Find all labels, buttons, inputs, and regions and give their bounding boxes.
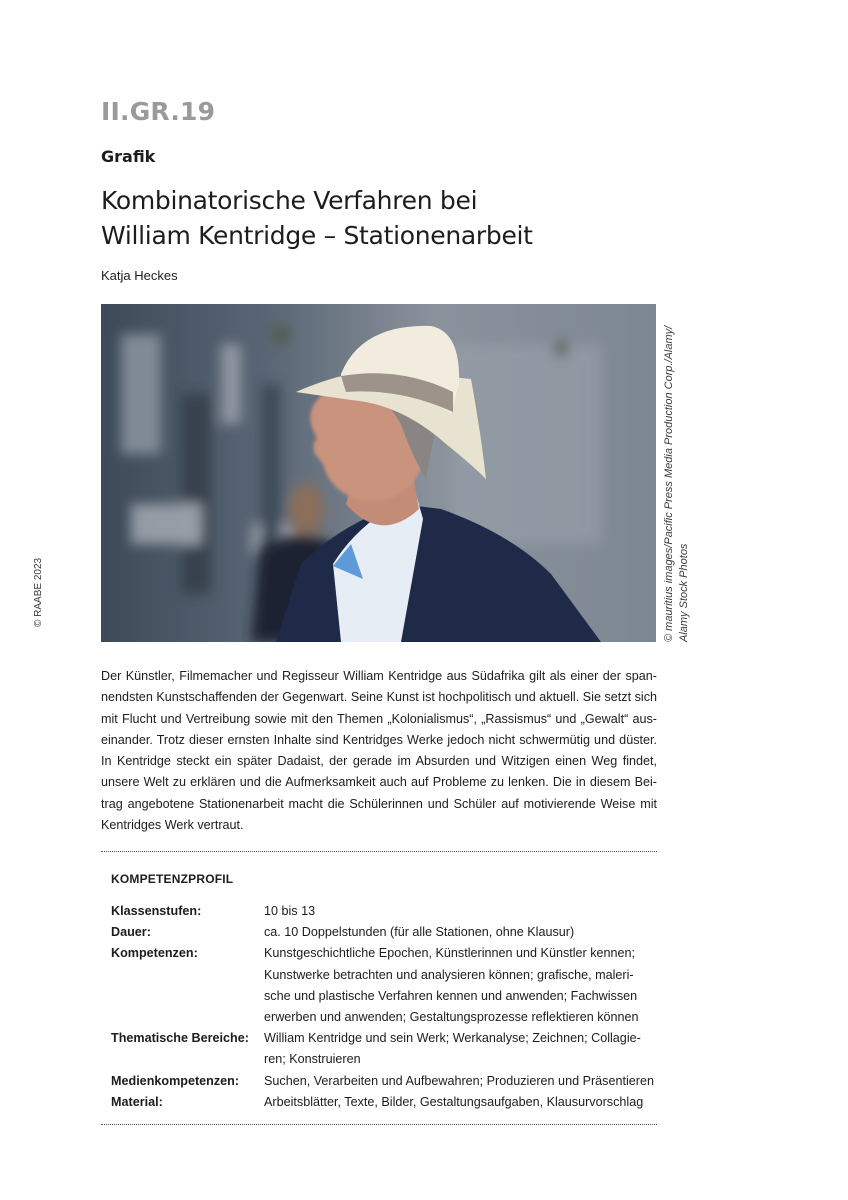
intro-line: unsere Welt zu erklären und die Aufmerksamkeit auch auf Probleme zu lenken. Die in diesem Bei- bbox=[101, 775, 657, 790]
intro-line: Kentridges Werk vertraut. bbox=[101, 818, 244, 833]
author-name: Katja Heckes bbox=[101, 268, 178, 283]
profile-row bbox=[111, 1092, 651, 1113]
intro-line: Der Künstler, Filmemacher und Regisseur William Kentridge aus Südafrika gilt als einer der span- bbox=[101, 669, 657, 683]
credit-line: Alamy Stock Photos bbox=[678, 543, 690, 642]
intro-line: mit Flucht und Vertreibung sowie mit den Themen „Kolonialismus“, „Rassismus“ und „Gewalt“ aus- bbox=[101, 711, 657, 726]
profile-label: Material: bbox=[111, 1094, 163, 1109]
profile-label: Klassenstufen: bbox=[111, 904, 202, 918]
side-copyright: © RAABE 2023 bbox=[33, 557, 44, 627]
profile-value-line: Suchen, Verarbeiten und Aufbewahren; Produzieren und Präsentieren bbox=[264, 1073, 654, 1088]
profile-label: Dauer: bbox=[111, 925, 151, 940]
profile-row bbox=[111, 922, 651, 943]
intro-line: nendsten Kunstschaffenden der Gegenwart. Seine Kunst ist hochpolitisch und aktuell. Sie setzt sich bbox=[101, 690, 657, 705]
intro-line: In Kentridge steckt ein später Dadaist, der gerade im Absurden und Witzigen einen Weg findet, bbox=[101, 754, 657, 769]
page-title bbox=[101, 183, 661, 253]
dotted-divider-top bbox=[101, 851, 657, 852]
profile-value-line: William Kentridge und sein Werk; Werkanalyse; Zeichnen; Collagie- bbox=[264, 1031, 641, 1046]
profile-heading: KOMPETENZPROFIL bbox=[111, 872, 234, 886]
title-line: Kombinatorische Verfahren bei bbox=[101, 186, 478, 215]
profile-value bbox=[264, 1028, 651, 1070]
subject-label: Grafik bbox=[101, 147, 156, 166]
profile-value bbox=[264, 922, 651, 943]
profile-value bbox=[264, 943, 651, 1028]
profile-label: Thematische Bereiche: bbox=[111, 1031, 249, 1046]
profile-value bbox=[264, 1092, 651, 1113]
competence-profile bbox=[111, 901, 654, 1113]
profile-value-line: sche und plastische Verfahren kennen und anwenden; Fachwissen bbox=[264, 988, 638, 1003]
profile-value-line: ca. 10 Doppelstunden (für alle Stationen, ohne Klausur) bbox=[264, 925, 575, 940]
profile-value-line: ren; Konstruieren bbox=[264, 1052, 361, 1067]
profile-row bbox=[111, 1071, 654, 1092]
intro-paragraph bbox=[101, 666, 657, 836]
profile-label: Kompetenzen: bbox=[111, 946, 198, 961]
intro-line: einander. Trotz dieser ernsten Inhalte sind Kentridges Werke jedoch nicht schwermütig und düster. bbox=[101, 732, 657, 747]
profile-row bbox=[111, 1028, 651, 1070]
dotted-divider-bottom bbox=[101, 1124, 657, 1125]
title-line: William Kentridge – Stationenarbeit bbox=[101, 221, 533, 250]
profile-value-line: Arbeitsblätter, Texte, Bilder, Gestaltungsaufgaben, Klausurvorschlag bbox=[264, 1094, 644, 1109]
profile-row bbox=[111, 901, 651, 922]
profile-value-line: erwerben und anwenden; Gestaltungsprozesse reflektieren können bbox=[264, 1010, 639, 1025]
profile-label: Medienkompetenzen: bbox=[111, 1073, 240, 1088]
profile-value-line: Kunstgeschichtliche Epochen, Künstlerinnen und Künstler kennen; bbox=[264, 946, 636, 961]
photo-credit bbox=[662, 302, 692, 642]
intro-line: trag angebotene Stationenarbeit macht die Schülerinnen und Schüler auf motivierende Weise mit bbox=[101, 796, 657, 811]
portrait-photo bbox=[101, 304, 656, 642]
profile-value-line: Kunstwerke betrachten und analysieren können; grafische, maleri- bbox=[264, 967, 634, 982]
profile-row bbox=[111, 943, 651, 1028]
portrait-illustration bbox=[101, 304, 656, 642]
profile-value bbox=[264, 901, 651, 922]
profile-value bbox=[264, 1071, 654, 1092]
credit-line: © mauritius images/Pacific Press Media Production Corp./Alamy/ bbox=[663, 325, 675, 642]
document-code: II.GR.19 bbox=[101, 97, 216, 126]
profile-value-line: 10 bis 13 bbox=[264, 904, 316, 918]
